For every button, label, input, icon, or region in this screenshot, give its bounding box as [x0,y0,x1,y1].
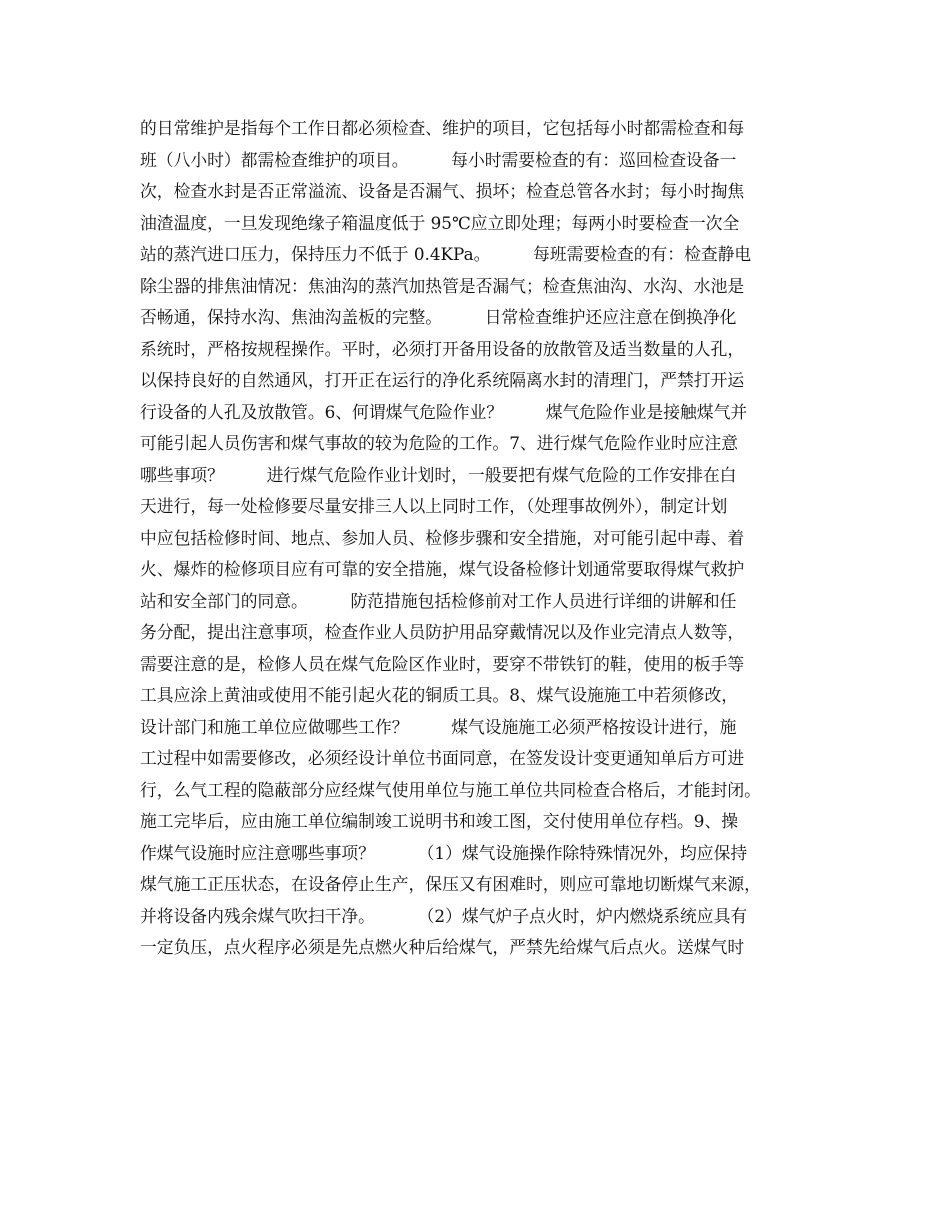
text-line-19: 工具应涂上黄油或使用不能引起火花的铜质工具。8、煤气设施施工中若须修改， [140,685,739,705]
text-line-10: 行设备的人孔及放散管。6、何谓煤气危险作业？ 煤气危险作业是接触煤气并 [140,401,748,422]
text-line-15: 火、爆炸的检修项目应有可靠的安全措施，煤气设备检修计划通常要取得煤气救护 [140,559,745,579]
text-line-14: 中应包括检修时间、地点、参加人员、检修步骤和安全措施，对可能引起中毒、着 [140,527,745,548]
text-line-26: 并将设备内残余煤气吹扫干净。 （2）煤气炉子点火时，炉内燃烧系统应具有 [140,905,748,926]
text-line-1: 的日常维护是指每个工作日都必须检查、维护的项目，它包括每小时都需检查和每 [140,118,745,138]
text-line-27: 一定负压，点火程序必须是先点燃火种后给煤气，严禁先给煤气后点火。送煤气时 [140,937,745,957]
text-line-2: 班（八小时）都需检查维护的项目。 每小时需要检查的有：巡回检查设备一 [140,149,737,170]
text-line-23: 施工完毕后，应由施工单位编制竣工说明书和竣工图，交付使用单位存档。9、操 [140,811,739,831]
text-line-20: 设计部门和施工单位应做哪些工作？ 煤气设施施工必须严格按设计进行，施 [140,716,737,737]
text-line-4: 油渣温度，一旦发现绝缘子箱温度低于 95℃应立即处理；每两小时要检查一次全 [140,212,740,233]
text-line-24: 作煤气设施时应注意哪些事项？ （1）煤气设施操作除特殊情况外，均应保持 [140,842,748,863]
text-line-17: 务分配，提出注意事项，检查作业人员防护用品穿戴情况以及作业完清点人数等， [140,622,745,642]
text-line-12: 哪些事项？ 进行煤气危险作业计划时，一般要把有煤气危险的工作安排在白 [140,464,737,485]
text-line-13: 天进行，每一处检修要尽量安排三人以上同时工作，（处理事故例外），制定计划 [140,496,728,516]
text-line-11: 可能引起人员伤害和煤气事故的较为危险的工作。7、进行煤气危险作业时应注意 [140,433,739,453]
text-line-3: 次，检查水封是否正常溢流、设备是否漏气、损坏；检查总管各水封；每小时掏焦 [140,181,745,201]
document-body [140,113,830,964]
text-line-21: 工过程中如需要修改，必须经设计单位书面同意，在签发设计变更通知单后方可进 [140,748,745,768]
text-line-5: 站的蒸汽进口压力，保持压力不低于 0.4KPa。 每班需要检查的有：检查静电 [140,244,752,264]
text-line-6: 除尘器的排焦油情况：焦油沟的蒸汽加热管是否漏气；检查焦油沟、水沟、水池是 [140,275,745,296]
text-line-9: 以保持良好的自然通风，打开正在运行的净化系统隔离水封的清理门，严禁打开运 [140,370,745,390]
text-line-22: 行，么气工程的隐蔽部分应经煤气使用单位与施工单位共同检查合格后，才能封闭。 [140,779,761,800]
text-line-16: 站和安全部门的同意。 防范措施包括检修前对工作人员进行详细的讲解和任 [140,590,737,611]
text-line-25: 煤气施工正压状态，在设备停止生产，保压又有困难时，则应可靠地切断煤气来源， [140,874,761,894]
text-line-18: 需要注意的是，检修人员在煤气危险区作业时，要穿不带铁钉的鞋，使用的板手等 [140,653,745,674]
text-line-7: 否畅通，保持水沟、焦油沟盖板的完整。 日常检查维护还应注意在倒换净化 [140,307,737,327]
text-line-8: 系统时，严格按规程操作。平时，必须打开备用设备的放散管及适当数量的人孔， [140,338,745,359]
